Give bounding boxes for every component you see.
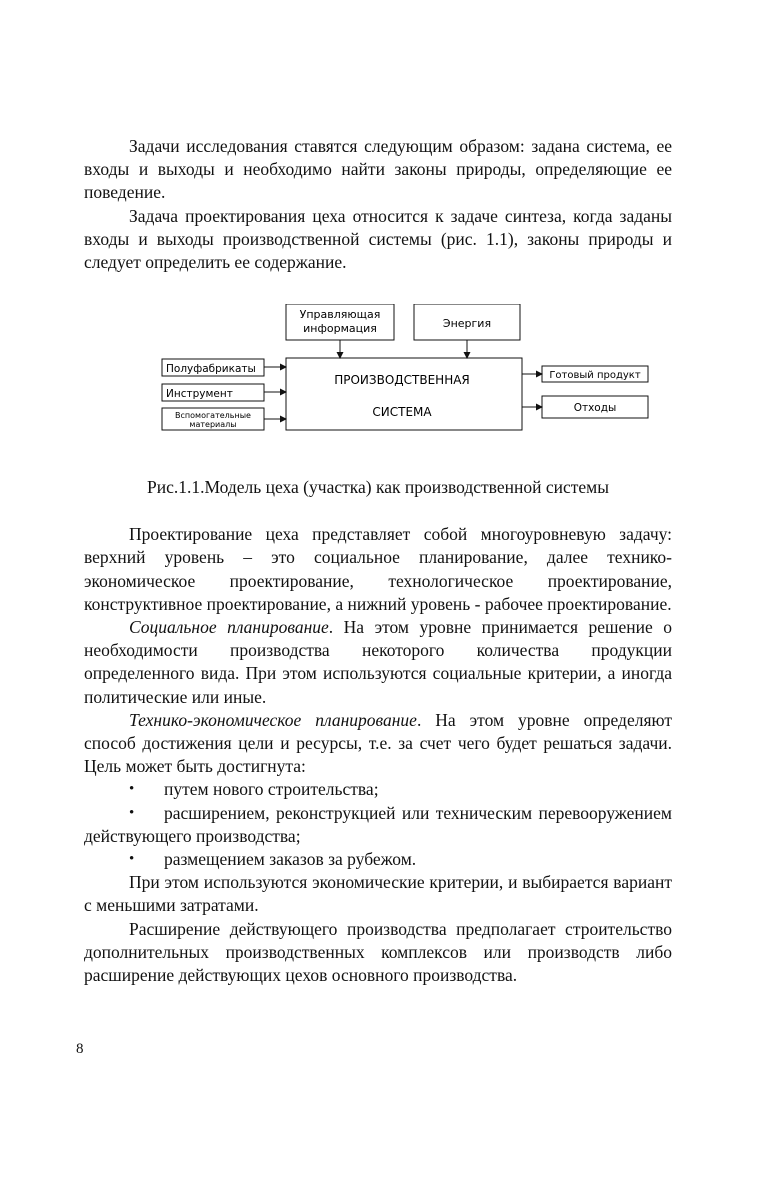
bullet-list [84, 778, 672, 871]
paragraph-design-levels: Проектирование цеха представляет собой многоуровневую задачу: верхний уровень – это социальное планирование, далее технико-экономическое проектирование, технологическое проектирование, конструктивное проектирование, а нижний уровень - рабочее проектирование. [84, 524, 672, 614]
paragraph-social-planning [84, 616, 672, 709]
figure-production-system [84, 304, 672, 464]
energy-label: Энергия [442, 317, 492, 331]
semi-products-label: Полуфабрикаты [166, 363, 256, 376]
aux-materials-label-2: материалы [189, 420, 237, 430]
list-item: • путем нового строительства; [84, 778, 672, 801]
control-info-label-2: информация [303, 322, 377, 336]
system-label-2: СИСТЕМА [372, 405, 432, 420]
diagram [84, 304, 672, 464]
production-system-box [286, 358, 522, 430]
paragraph-research-tasks: Задачи исследования ставятся следующим образом: задана система, ее входы и выходы и необходимо найти законы природы, определяющие ее поведение. [84, 136, 672, 203]
paragraph-criteria: При этом используются экономические критерии, и выбирается вариант с меньшими затратами. [84, 872, 672, 916]
paragraph-tech-econ-planning [84, 709, 672, 779]
system-label-1: ПРОИЗВОДСТВЕННАЯ [334, 373, 470, 388]
finished-product-label: Готовый продукт [549, 370, 641, 382]
page-content [84, 135, 672, 987]
bullet-icon: • [129, 851, 135, 868]
term-social-planning: Социальное планирование [129, 617, 329, 638]
aux-materials-label-1: Вспомогательные [175, 411, 251, 421]
paragraph-design-task: Задача проектирования цеха относится к задаче синтеза, когда заданы входы и выходы производственной системы (рис. 1.1), законы природы и следует определить ее содержание. [84, 205, 672, 273]
bullet-icon: • [129, 804, 135, 821]
control-info-label-1: Управляющая [299, 308, 381, 322]
bullet-icon: • [129, 781, 135, 798]
waste-label: Отходы [573, 402, 617, 415]
term-tech-econ-planning: Технико-экономическое планирование [129, 709, 417, 730]
tech-econ-planning-text: . На этом уровне определяют способ достижения цели и ресурсы, т.е. за счет чего будет решаться задачи. Цель может быть достигнута: [84, 709, 672, 777]
tools-label: Инструмент [166, 388, 233, 401]
list-item: • размещением заказов за рубежом. [84, 848, 672, 871]
paragraph-expansion: Расширение действующего производства предполагает строительство дополнительных производственных комплексов или производств либо расширение действующих цехов основного производства. [84, 918, 672, 986]
page-number: 8 [76, 1041, 84, 1057]
social-planning-text: . На этом уровне принимается решение о необходимости производства некоторого количества продукции определенного вида. При этом используются социальные критерии, а иногда политические или иные. [84, 617, 673, 707]
list-item: • расширением, реконструкцией или техническим перевооружением действующего производства; [84, 802, 672, 846]
figure-caption: Рис.1.1.Модель цеха (участка) как производственной системы [147, 477, 609, 498]
